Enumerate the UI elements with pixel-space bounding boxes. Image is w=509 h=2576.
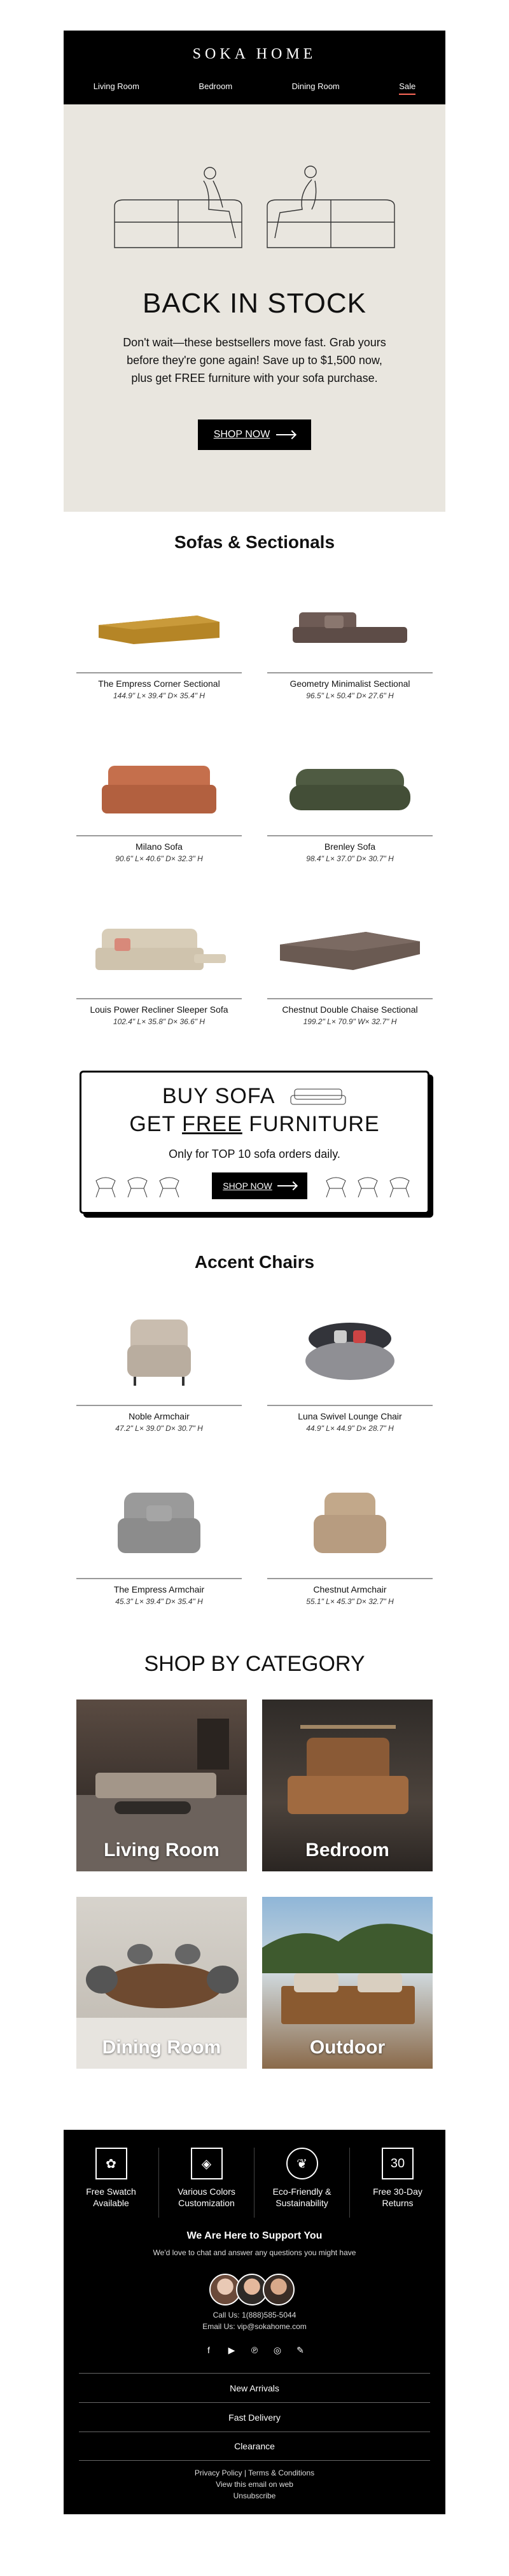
- product-name[interactable]: Milano Sofa: [136, 841, 183, 852]
- product-card[interactable]: [76, 578, 242, 700]
- product-image[interactable]: [76, 904, 242, 999]
- product-image[interactable]: [267, 1298, 433, 1406]
- corner-sectional-image: [95, 603, 223, 647]
- product-dimensions: 45.3" L× 39.4" D× 35.4" H: [115, 1597, 203, 1606]
- product-dimensions: 55.1" L× 45.3" D× 32.7" H: [306, 1597, 394, 1606]
- product-dimensions: 199.2" L× 70.9" W× 32.7" H: [303, 1017, 397, 1026]
- product-image[interactable]: [267, 904, 433, 999]
- swivel-lounge-chair-image: [302, 1316, 398, 1386]
- unsubscribe-link[interactable]: Unsubscribe: [233, 2491, 276, 2500]
- product-name[interactable]: Geometry Minimalist Sectional: [289, 679, 410, 689]
- sofa-outline-icon: [289, 1087, 347, 1108]
- privacy-terms-link[interactable]: Privacy Policy | Terms & Conditions: [194, 2468, 315, 2477]
- product-name[interactable]: The Empress Armchair: [113, 1584, 205, 1594]
- feature-line-2: Customization: [178, 2198, 235, 2208]
- feature-line-1: Free 30-Day: [373, 2186, 422, 2197]
- contact-email[interactable]: Email Us: vip@sokahome.com: [202, 2322, 307, 2331]
- feature-line-1: Free Swatch: [86, 2186, 136, 2197]
- category-label[interactable]: Dining Room: [102, 2037, 221, 2058]
- double-chaise-sectional-image: [277, 926, 423, 976]
- sofas-section-title: Sofas & Sectionals: [174, 532, 335, 552]
- product-image[interactable]: [76, 1471, 242, 1579]
- category-living-room[interactable]: [76, 1700, 247, 1871]
- buy-sofa-promo[interactable]: [80, 1071, 429, 1214]
- feature-line-1: Various Colors: [178, 2186, 235, 2197]
- feature-line-2: Sustainability: [275, 2198, 328, 2208]
- support-avatars: [64, 2274, 445, 2305]
- footer-links: [64, 2373, 445, 2461]
- category-grid: [64, 1700, 445, 2069]
- noble-armchair-image: [121, 1313, 197, 1390]
- category-dining-room[interactable]: [76, 1897, 247, 2069]
- contact-call[interactable]: Call Us: 1(888)585-5044: [213, 2311, 296, 2319]
- support-title: We Are Here to Support You: [186, 2230, 323, 2241]
- returns-30-icon: 30: [382, 2148, 414, 2179]
- promo-line-2: [81, 1112, 428, 1137]
- instagram-icon[interactable]: ◎: [273, 2344, 282, 2355]
- email-footer: [64, 2130, 445, 2514]
- product-dimensions: 47.2" L× 39.0" D× 30.7" H: [115, 1424, 203, 1433]
- feature-text: [86, 2186, 136, 2209]
- footer-link-fast-delivery[interactable]: Fast Delivery: [79, 2402, 430, 2432]
- blog-icon[interactable]: ✎: [296, 2344, 304, 2355]
- product-image[interactable]: [267, 578, 433, 673]
- hero-shop-now-label: SHOP NOW: [213, 429, 270, 440]
- colors-icon: ◈: [191, 2148, 223, 2179]
- product-name[interactable]: Brenley Sofa: [324, 841, 376, 852]
- sofas-grid: [64, 578, 445, 700]
- promo-line-2-c: FURNITURE: [242, 1112, 380, 1136]
- category-section-title: SHOP BY CATEGORY: [144, 1652, 365, 1676]
- product-card[interactable]: [76, 1298, 242, 1433]
- product-card[interactable]: [267, 1471, 433, 1606]
- product-card[interactable]: [267, 904, 433, 1026]
- nav-bedroom[interactable]: Bedroom: [199, 81, 233, 91]
- arrow-right-icon: [277, 1185, 296, 1186]
- feature-list: [64, 2130, 445, 2218]
- hero-body-line-1: Don't wait—these bestsellers move fast. Grab yours: [123, 336, 386, 349]
- feature-returns: [350, 2148, 445, 2218]
- hero-title: BACK IN STOCK: [142, 288, 367, 319]
- feature-line-2: Returns: [382, 2198, 414, 2208]
- nav-living-room[interactable]: Living Room: [93, 81, 139, 91]
- promo-shop-now-label: SHOP NOW: [223, 1181, 272, 1191]
- promo-line-1: [81, 1084, 428, 1109]
- category-label[interactable]: Outdoor: [309, 2037, 386, 2058]
- facebook-icon[interactable]: f: [207, 2345, 210, 2355]
- chairs-grid: [64, 1471, 445, 1606]
- hero-banner: [64, 104, 445, 512]
- hero-body-line-3: plus get FREE furniture with your sofa purchase.: [131, 372, 378, 384]
- brenley-sofa-image: [286, 759, 414, 817]
- hero-shop-now-button[interactable]: [198, 419, 311, 450]
- footer-link-new-arrivals[interactable]: New Arrivals: [79, 2373, 430, 2402]
- feature-colors: [159, 2148, 254, 2218]
- hero-body-line-2: before they're gone again! Save up to $1,500 now,: [127, 354, 382, 367]
- empress-armchair-image: [115, 1486, 204, 1563]
- product-card[interactable]: [267, 741, 433, 863]
- product-name[interactable]: Chestnut Double Chaise Sectional: [282, 1004, 418, 1015]
- product-card[interactable]: [267, 1298, 433, 1433]
- pinterest-icon[interactable]: ℗: [251, 2345, 258, 2355]
- nav-sale[interactable]: Sale: [399, 81, 415, 95]
- sofas-grid: [64, 741, 445, 863]
- product-image[interactable]: [267, 1471, 433, 1579]
- category-label[interactable]: Living Room: [104, 1840, 220, 1861]
- promo-line-3: Only for TOP 10 sofa orders daily.: [169, 1148, 340, 1160]
- minimalist-sectional-image: [286, 603, 414, 647]
- chairs-outline-icon: [93, 1174, 188, 1200]
- chairs-grid: [64, 1298, 445, 1433]
- product-card[interactable]: [76, 741, 242, 863]
- product-card[interactable]: [76, 1471, 242, 1606]
- product-dimensions: 44.9" L× 44.9" D× 28.7" H: [306, 1424, 394, 1433]
- product-card[interactable]: [76, 904, 242, 1026]
- product-image[interactable]: [76, 578, 242, 673]
- top-nav: [64, 81, 445, 95]
- leaf-icon: ❦: [286, 2148, 318, 2179]
- product-name[interactable]: Chestnut Armchair: [313, 1584, 387, 1594]
- product-image[interactable]: [76, 741, 242, 836]
- view-on-web-link[interactable]: View this email on web: [216, 2480, 293, 2489]
- feature-eco: [254, 2148, 350, 2218]
- category-outdoor[interactable]: [262, 1897, 433, 2069]
- product-name[interactable]: Noble Armchair: [129, 1411, 190, 1421]
- chestnut-armchair-image: [309, 1486, 391, 1563]
- sofas-grid: [64, 904, 445, 1026]
- product-image[interactable]: [76, 1298, 242, 1406]
- feature-text: [273, 2186, 331, 2209]
- feature-free-swatch: [64, 2148, 159, 2218]
- product-card[interactable]: [267, 578, 433, 700]
- feature-line-1: Eco-Friendly &: [272, 2186, 331, 2197]
- product-dimensions: 96.5" L× 50.4" D× 27.6" H: [306, 691, 394, 700]
- product-dimensions: 102.4" L× 35.8" D× 36.6" H: [113, 1017, 206, 1026]
- promo-line-2-a: GET: [129, 1112, 183, 1136]
- category-label[interactable]: Bedroom: [305, 1840, 389, 1861]
- arrow-right-icon: [276, 434, 295, 435]
- chairs-section-title: Accent Chairs: [194, 1252, 315, 1272]
- category-bedroom[interactable]: [262, 1700, 433, 1871]
- brand-logo[interactable]: SOKA HOME: [192, 46, 317, 62]
- legal-links: [64, 2467, 445, 2502]
- email-header: [64, 31, 445, 104]
- product-image[interactable]: [267, 741, 433, 836]
- product-name[interactable]: Louis Power Recliner Sleeper Sofa: [90, 1004, 228, 1015]
- recliner-sleeper-sofa-image: [89, 916, 229, 986]
- avatar: [263, 2274, 295, 2305]
- nav-dining-room[interactable]: Dining Room: [291, 81, 340, 91]
- promo-free-text: FREE: [182, 1112, 242, 1136]
- milano-sofa-image: [95, 756, 223, 820]
- promo-shop-now-button[interactable]: [212, 1172, 307, 1199]
- product-name[interactable]: The Empress Corner Sectional: [98, 679, 220, 689]
- swatch-icon: ✿: [95, 2148, 127, 2179]
- footer-link-clearance[interactable]: Clearance: [79, 2432, 430, 2461]
- feature-line-2: Available: [93, 2198, 129, 2208]
- feature-text: [373, 2186, 422, 2209]
- youtube-icon[interactable]: ▶: [228, 2344, 235, 2355]
- hero-body: [102, 334, 407, 387]
- product-dimensions: 98.4" L× 37.0" D× 30.7" H: [306, 854, 394, 863]
- product-dimensions: 144.9" L× 39.4" D× 35.4" H: [113, 691, 206, 700]
- product-dimensions: 90.6" L× 40.6" D× 32.3" H: [115, 854, 203, 863]
- couple-on-sofa-illustration: [108, 162, 401, 257]
- feature-text: [178, 2186, 235, 2209]
- promo-line-1-text: BUY SOFA: [162, 1084, 274, 1108]
- support-subtitle: We'd love to chat and answer any questions you might have: [153, 2248, 356, 2257]
- social-links: [64, 2344, 445, 2356]
- product-name[interactable]: Luna Swivel Lounge Chair: [298, 1411, 402, 1421]
- chairs-outline-icon: [323, 1174, 419, 1200]
